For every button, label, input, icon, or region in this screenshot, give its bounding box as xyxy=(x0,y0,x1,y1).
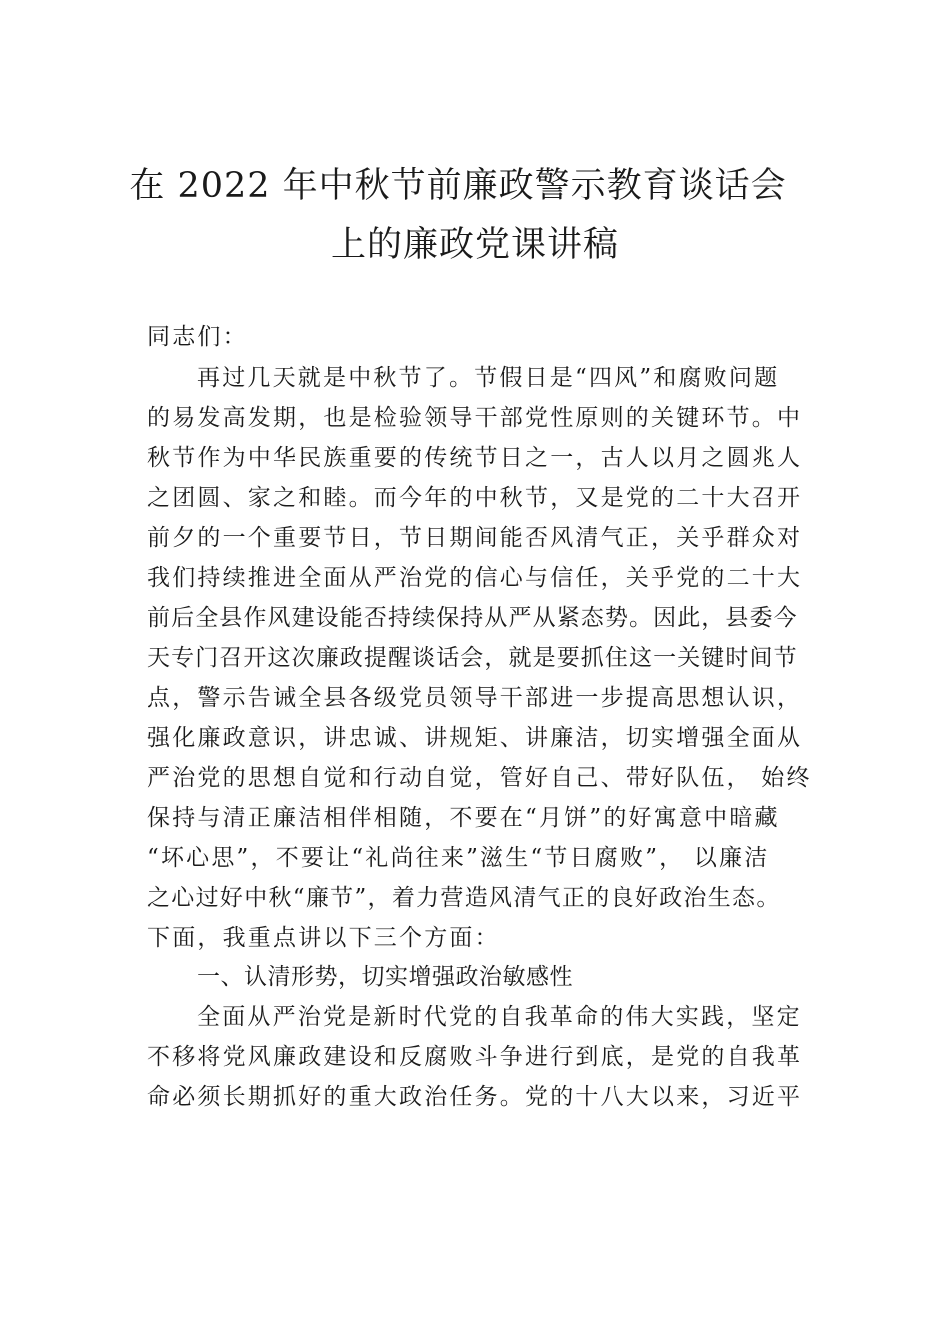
section-heading: 一、认清形势，切实增强政治敏感性 xyxy=(197,964,573,990)
paragraph-1-line: 下面，我重点讲以下三个方面： xyxy=(147,925,500,951)
paragraph-1-line: 保持与清正廉洁相伴相随，不要在“月饼”的好寓意中暗藏 xyxy=(147,805,780,831)
paragraph-1-line: 之团圆、家之和睦。而今年的中秋节，又是党的二十大召开 xyxy=(147,485,803,511)
paragraph-1-line: 秋节作为中华民族重要的传统节日之一，古人以月之圆兆人 xyxy=(147,445,803,471)
paragraph-1-line: 前后全县作风建设能否持续保持从严从紧态势。因此，县委今 xyxy=(147,605,798,631)
paragraph-1-line: 强化廉政意识，讲忠诚、讲规矩、讲廉洁，切实增强全面从 xyxy=(147,725,803,751)
paragraph-1-line: 我们持续推进全面从严治党的信心与信任，关乎党的二十大 xyxy=(147,565,803,591)
paragraph-1-line: “坏心思”，不要让“礼尚往来”滋生“节日腐败”， 以廉洁 xyxy=(147,845,770,871)
paragraph-2-line: 命必须长期抓好的重大政治任务。党的十八大以来，习近平 xyxy=(147,1084,803,1110)
paragraph-1-line: 严治党的思想自觉和行动自觉，管好自己、带好队伍， 始终 xyxy=(147,765,812,791)
paragraph-1-line: 点，警示告诫全县各级党员领导干部进一步提高思想认识， xyxy=(147,685,803,711)
paragraph-1-line: 前夕的一个重要节日，节日期间能否风清气正，关乎群众对 xyxy=(147,525,803,551)
salutation: 同志们： xyxy=(147,324,248,350)
document-title-line-2: 上的廉政党课讲稿 xyxy=(330,225,619,265)
paragraph-2-line: 不移将党风廉政建设和反腐败斗争进行到底，是党的自我革 xyxy=(147,1044,803,1070)
paragraph-1-line: 的易发高发期，也是检验领导干部党性原则的关键环节。中 xyxy=(147,405,803,431)
paragraph-1-line: 再过几天就是中秋节了。节假日是“四风”和腐败问题 xyxy=(197,365,780,391)
paragraph-2-line: 全面从严治党是新时代党的自我革命的伟大实践，坚定 xyxy=(197,1004,802,1030)
paragraph-1-line: 之心过好中秋“廉节”，着力营造风清气正的良好政治生态。 xyxy=(147,885,781,911)
paragraph-1-line: 天专门召开这次廉政提醒谈话会，就是要抓住这一关键时间节 xyxy=(147,645,798,671)
document-title-line-1: 在 2022 年中秋节前廉政警示教育谈话会 xyxy=(129,166,787,206)
